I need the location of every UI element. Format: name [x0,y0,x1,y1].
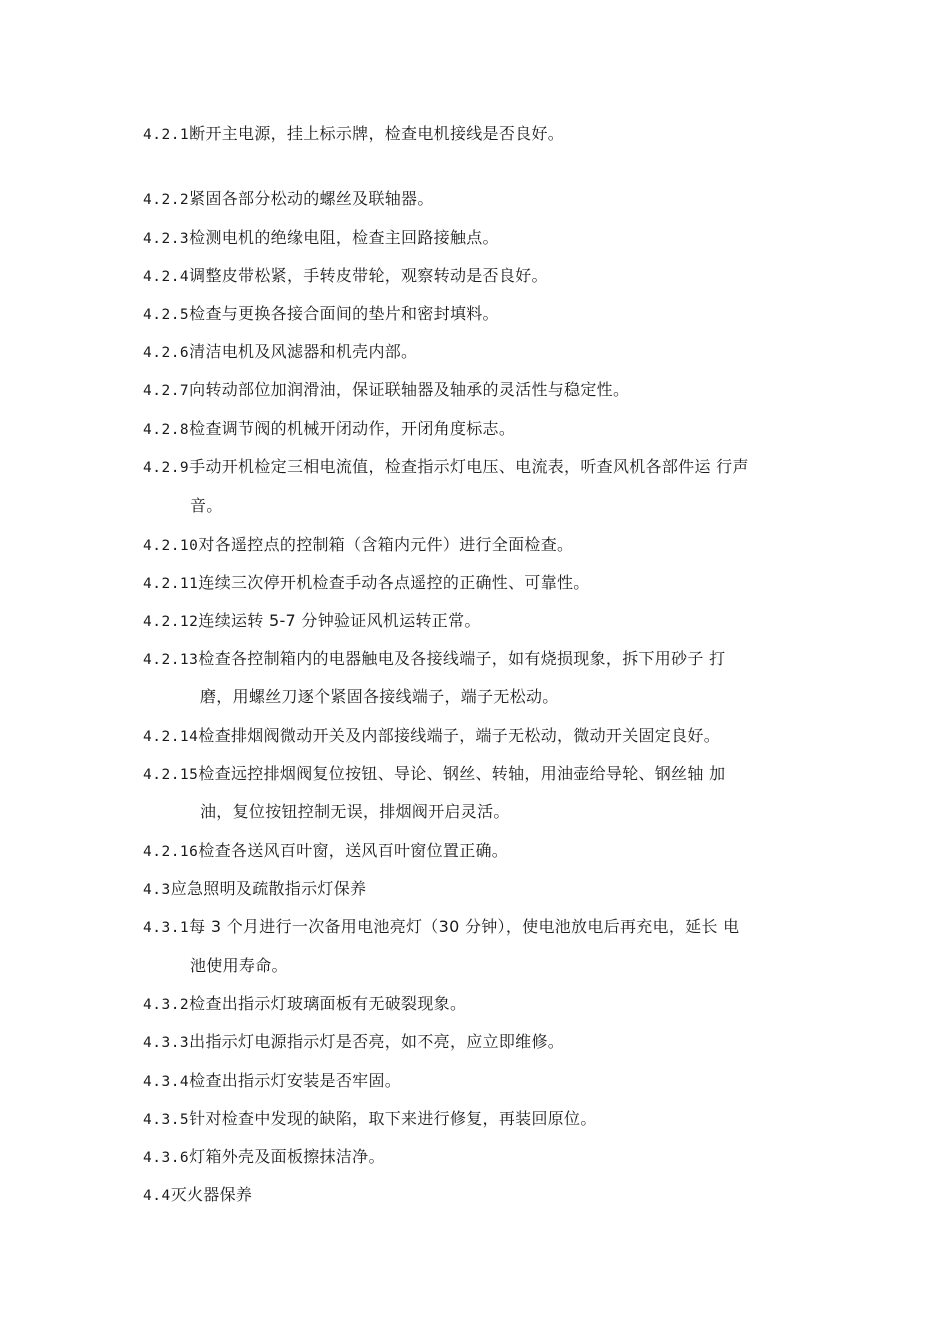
item-text: 连续运转 5-7 分钟验证风机运转正常。 [198,611,481,630]
item-text: 针对检查中发现的缺陷，取下来进行修复，再装回原位。 [189,1109,597,1128]
item-text: 出指示灯电源指示灯是否亮，如不亮，应立即维修。 [189,1032,565,1051]
item-text: 灭火器保养 [170,1185,253,1204]
item-number: 4.2.11 [143,576,199,592]
item-text: 检查出指示灯安装是否牢固。 [189,1071,402,1090]
item-number: 4.3 [143,882,171,898]
item-text: 调整皮带松紧，手转皮带轮，观察转动是否良好。 [189,266,548,285]
item-number: 4.2.9 [143,460,190,476]
item-number: 4.2.8 [143,422,190,438]
item-number: 4.2.16 [143,844,199,860]
item-text: 应急照明及疏散指示灯保养 [170,879,367,898]
list-item [143,573,590,594]
item-number: 4.3.4 [143,1074,190,1090]
item-text: 每 3 个月进行一次备用电池亮灯（30 分钟），使电池放电后再充电，延长 电 [189,917,740,936]
item-text: 检查调节阀的机械开闭动作，开闭角度标志。 [189,419,516,438]
list-item [143,189,434,210]
item-text: 检测电机的绝缘电阻，检查主回路接触点。 [189,228,499,247]
list-item [143,1147,385,1168]
list-item-continuation: 磨，用螺丝刀逐个紧固各接线端子，端子无松动。 [200,687,559,706]
list-item [143,764,725,785]
item-number: 4.3.1 [143,920,190,936]
item-text: 检查各控制箱内的电器触电及各接线端子，如有烧损现象，拆下用砂子 打 [198,649,726,668]
item-text: 对各遥控点的控制箱（含箱内元件）进行全面检查。 [198,535,574,554]
list-item [143,1109,597,1130]
list-item [143,419,515,440]
item-text: 检查排烟阀微动开关及内部接线端子，端子无松动，微动开关固定良好。 [198,726,720,745]
list-item [143,342,417,363]
list-item-continuation: 池使用寿命。 [190,956,288,975]
item-number: 4.2.1 [143,127,190,143]
list-item [143,611,481,632]
list-item [143,994,466,1015]
list-item [143,917,739,938]
item-text: 清洁电机及风滤器和机壳内部。 [189,342,418,361]
item-text: 连续三次停开机检查手动各点遥控的正确性、可靠性。 [198,573,590,592]
item-number: 4.2.4 [143,269,190,285]
list-item [143,304,499,325]
list-item [143,228,499,249]
item-number: 4.2.12 [143,614,199,630]
item-text: 紧固各部分松动的螺丝及联轴器。 [189,189,434,208]
list-item [143,841,508,862]
item-number: 4.2.15 [143,767,199,783]
item-number: 4.2.5 [143,307,190,323]
list-item [143,380,629,401]
item-text: 向转动部位加润滑油，保证联轴器及轴承的灵活性与稳定性。 [189,380,630,399]
item-text: 检查远控排烟阀复位按钮、导论、钢丝、转轴，用油壶给导轮、钢丝轴 加 [198,764,726,783]
item-number: 4.3.5 [143,1112,190,1128]
item-number: 4.2.6 [143,345,190,361]
item-number: 4.3.3 [143,1035,190,1051]
list-item [143,649,725,670]
list-item [143,1071,401,1092]
section-heading [143,1185,252,1206]
item-number: 4.2.2 [143,192,190,208]
list-item-continuation: 音。 [190,496,223,515]
item-text: 检查与更换各接合面间的垫片和密封填料。 [189,304,499,323]
item-text: 灯箱外壳及面板擦抹洁净。 [189,1147,385,1166]
item-number: 4.2.13 [143,652,199,668]
item-text: 手动开机检定三相电流值，检查指示灯电压、电流表，听查风机各部件运 行声 [189,457,749,476]
item-number: 4.2.14 [143,729,199,745]
list-item [143,266,548,287]
item-number: 4.3.2 [143,997,190,1013]
item-text: 检查各送风百叶窗，送风百叶窗位置正确。 [198,841,509,860]
list-item-continuation: 油，复位按钮控制无误，排烟阀开启灵活。 [200,802,510,821]
item-text: 断开主电源，挂上标示牌，检查电机接线是否良好。 [189,124,565,143]
item-number: 4.2.7 [143,383,190,399]
list-item [143,124,564,145]
list-item [143,457,749,478]
item-number: 4.2.10 [143,538,199,554]
list-item [143,726,720,747]
list-item [143,535,573,556]
item-number: 4.4 [143,1188,171,1204]
list-item [143,1032,564,1053]
section-heading [143,879,366,900]
item-number: 4.3.6 [143,1150,190,1166]
item-text: 检查出指示灯玻璃面板有无破裂现象。 [189,994,467,1013]
item-number: 4.2.3 [143,231,190,247]
